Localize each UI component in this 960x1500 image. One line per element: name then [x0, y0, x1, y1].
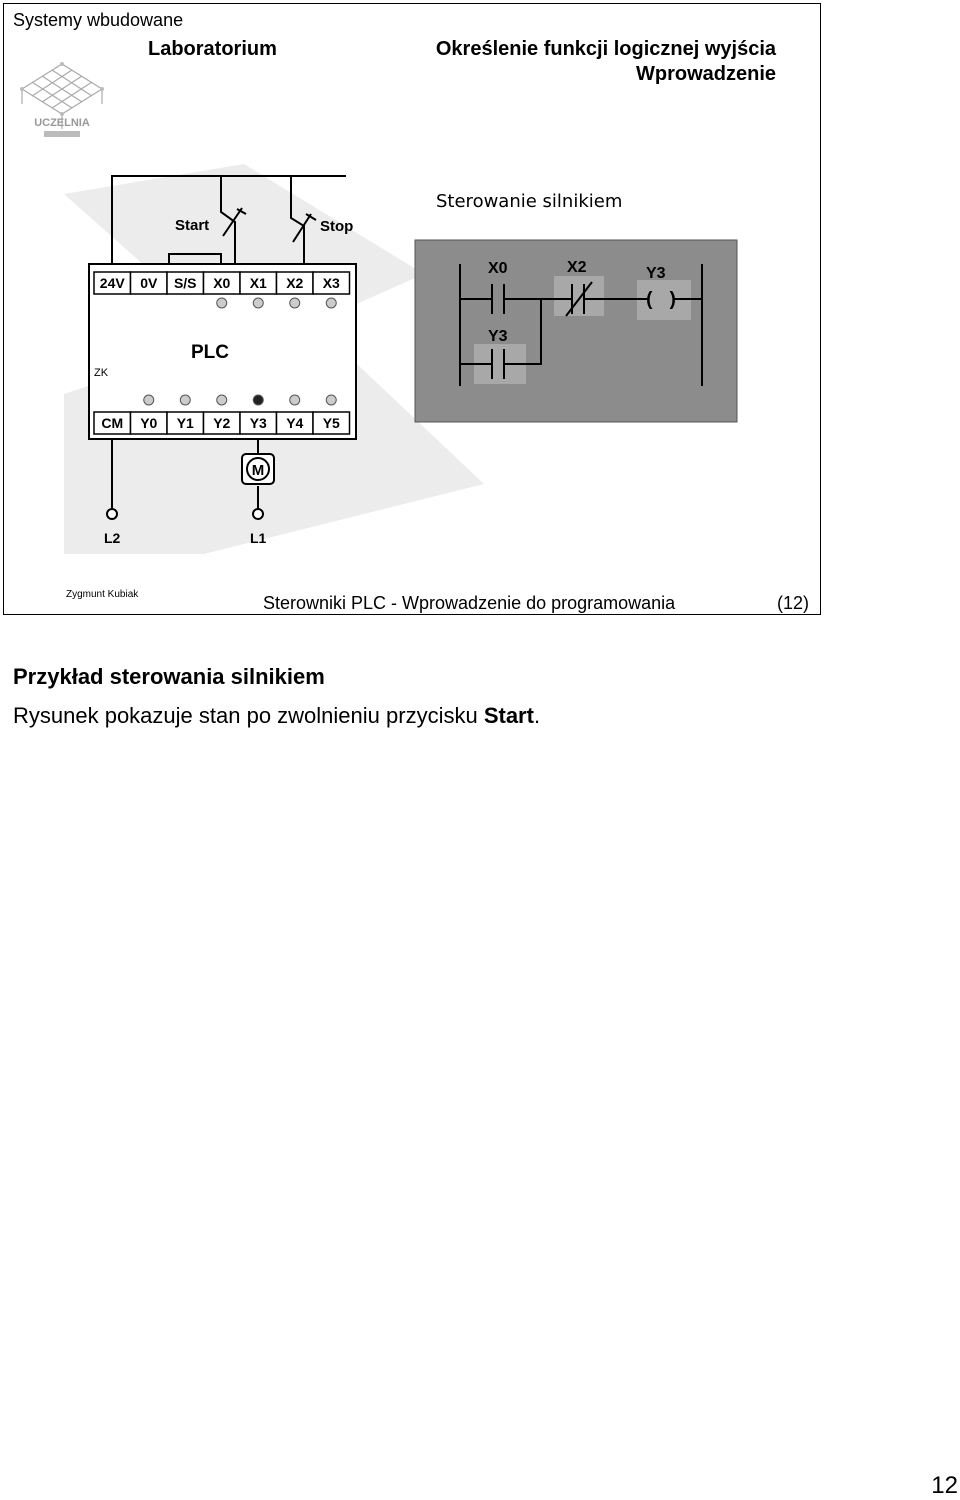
output-terminal-label: Y0: [140, 415, 158, 431]
course-title: Systemy wbudowane: [13, 10, 184, 30]
output-status-led: [290, 395, 300, 405]
input-terminal-label: X0: [213, 275, 231, 291]
slide: [3, 3, 821, 615]
body-text-bold: Start: [483, 703, 534, 728]
ladder-y3-coil: Y3: [646, 265, 666, 282]
motor-label: M: [251, 462, 265, 479]
output-status-led: [144, 395, 154, 405]
output-status-led: [326, 395, 336, 405]
input-terminal-label: X3: [322, 275, 340, 291]
input-status-led: [217, 298, 227, 308]
output-terminal-label: Y2: [213, 415, 231, 431]
output-terminal-label: Y1: [176, 415, 194, 431]
logo-text: UCZELNIA: [34, 117, 90, 129]
input-terminal-label: 0V: [140, 275, 158, 291]
ladder-coil-symbol: ( ): [643, 289, 679, 311]
lab-title: Laboratorium: [148, 38, 277, 60]
output-terminal-label: Y4: [286, 415, 304, 431]
zk-label: ZK: [94, 367, 109, 379]
output-status-led: [253, 395, 263, 405]
l1-label: L1: [250, 530, 267, 546]
ladder-x2: X2: [567, 259, 587, 276]
input-status-led: [253, 298, 263, 308]
body-text: Rysunek pokazuje stan po zwolnieniu przycisku: [13, 703, 484, 728]
stop-label: Stop: [320, 218, 354, 235]
output-terminal-label: Y5: [322, 415, 340, 431]
topic-title: Określenie funkcji logicznej wyjścia: [435, 38, 776, 60]
start-label: Start: [175, 217, 210, 234]
diagram-title: Sterowanie silnikiem: [436, 191, 623, 212]
ladder-x0: X0: [488, 260, 508, 277]
ladder-y3-latch: Y3: [488, 328, 508, 345]
output-status-led: [217, 395, 227, 405]
body-text-end: .: [533, 703, 541, 728]
input-terminal-label: 24V: [99, 275, 125, 291]
footer-title: Sterowniki PLC - Wprowadzenie do programowania: [263, 593, 676, 613]
section-title: Wprowadzenie: [635, 63, 776, 85]
input-terminal-label: S/S: [173, 275, 197, 291]
output-terminal-label: Y3: [249, 415, 267, 431]
plc-wiring-diagram: [4, 154, 821, 569]
body-paragraph: [13, 703, 540, 729]
author: Zygmunt Kubiak: [66, 589, 139, 600]
input-terminal-label: X2: [286, 275, 304, 291]
page-number: 12: [931, 1472, 958, 1499]
section-heading: Przykład sterowania silnikiem: [13, 664, 325, 689]
plc-label: PLC: [191, 342, 229, 363]
university-logo: [12, 34, 112, 144]
output-terminal-label: CM: [101, 415, 124, 431]
input-status-led: [326, 298, 336, 308]
input-status-led: [290, 298, 300, 308]
input-terminal-label: X1: [249, 275, 267, 291]
slide-page-number: (12): [777, 593, 810, 613]
l2-label: L2: [104, 530, 121, 546]
output-status-led: [180, 395, 190, 405]
